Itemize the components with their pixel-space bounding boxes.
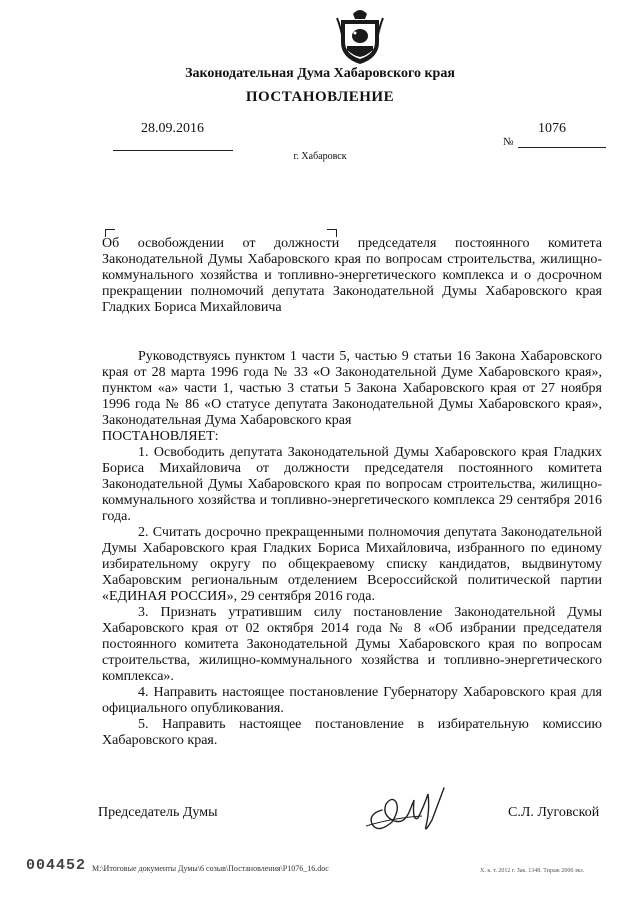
- number-label: №: [503, 136, 514, 148]
- resolution-item-5: 5. Направить настоящее постановление в избирательную комиссию Хабаровского края.: [102, 717, 602, 748]
- file-path: M:\Итоговые документы Думы\6 созыв\Постановления\P1076_16.doc: [92, 864, 329, 873]
- document-date: 28.09.2016: [141, 121, 204, 136]
- coat-of-arms-emblem: [333, 6, 387, 66]
- number-underline: [518, 147, 606, 148]
- signatory-title: Председатель Думы: [98, 805, 218, 820]
- document-subject: Об освобождении от должности председателя постоянного комитета Законодательной Думы Хабаровского края по вопросам строительства, жилищно-коммунального хозяйства и топливно-энергетического комплекса и о досрочном прекращении полномочий депутата Законодательной Думы Хабаровского края Гладких Бориса Михайловича: [102, 236, 602, 315]
- resolves-heading: ПОСТАНОВЛЯЕТ:: [102, 429, 219, 444]
- document-type: ПОСТАНОВЛЕНИЕ: [245, 89, 395, 105]
- resolution-item-2: 2. Считать досрочно прекращенными полномочия депутата Законодательной Думы Хабаровского края Гладких Бориса Михайловича, избранного по единому избирательному округу по общекраевому списку кандидатов, выдвинутому Хабаровским региональным отделением Всероссийской политической партии «ЕДИНАЯ РОССИЯ», 29 сентября 2016 года.: [102, 525, 602, 604]
- organization-name: Законодательная Дума Хабаровского края: [185, 66, 455, 81]
- signatory-name: С.Л. Луговской: [508, 805, 600, 820]
- city-name: г. Хабаровск: [293, 151, 347, 162]
- print-info: Х. к. т. 2012 г. Зак. 1348. Тираж 2000 экз.: [480, 868, 585, 874]
- document-number: 1076: [538, 121, 566, 136]
- preamble: Руководствуясь пунктом 1 части 5, частью 9 статьи 16 Закона Хабаровского края от 28 марта 1996 года № 33 «О Законодательной Думе Хабаровского края», пунктом «а» части 1, частью 3 статьи 5 Закона Хабаровского края от 27 ноября 1996 года № 86 «О статусе депутата Законодательной Думы Хабаровского края», Законодательная Дума Хабаровского края: [102, 349, 602, 428]
- document-body: [102, 349, 602, 749]
- resolution-item-4: 4. Направить настоящее постановление Губернатору Хабаровского края для официального опубликования.: [102, 685, 602, 716]
- registration-number: 004452: [26, 857, 87, 874]
- resolution-item-3: 3. Признать утратившим силу постановление Законодательной Думы Хабаровского края от 02 октября 2014 года № 8 «Об избрании председателя постоянного комитета Законодательной Думы Хабаровского края по вопросам строительства, жилищно-коммунального хозяйства и топливно-энергетического комплекса».: [102, 605, 602, 684]
- handwritten-signature: [362, 780, 450, 836]
- resolution-item-1: 1. Освободить депутата Законодательной Думы Хабаровского края Гладких Бориса Михайловича от должности председателя постоянного комитета Законодательной Думы Хабаровского края по вопросам строительства, жилищно-коммунального хозяйства и топливно-энергетического комплекса 29 сентября 2016 года.: [102, 445, 602, 524]
